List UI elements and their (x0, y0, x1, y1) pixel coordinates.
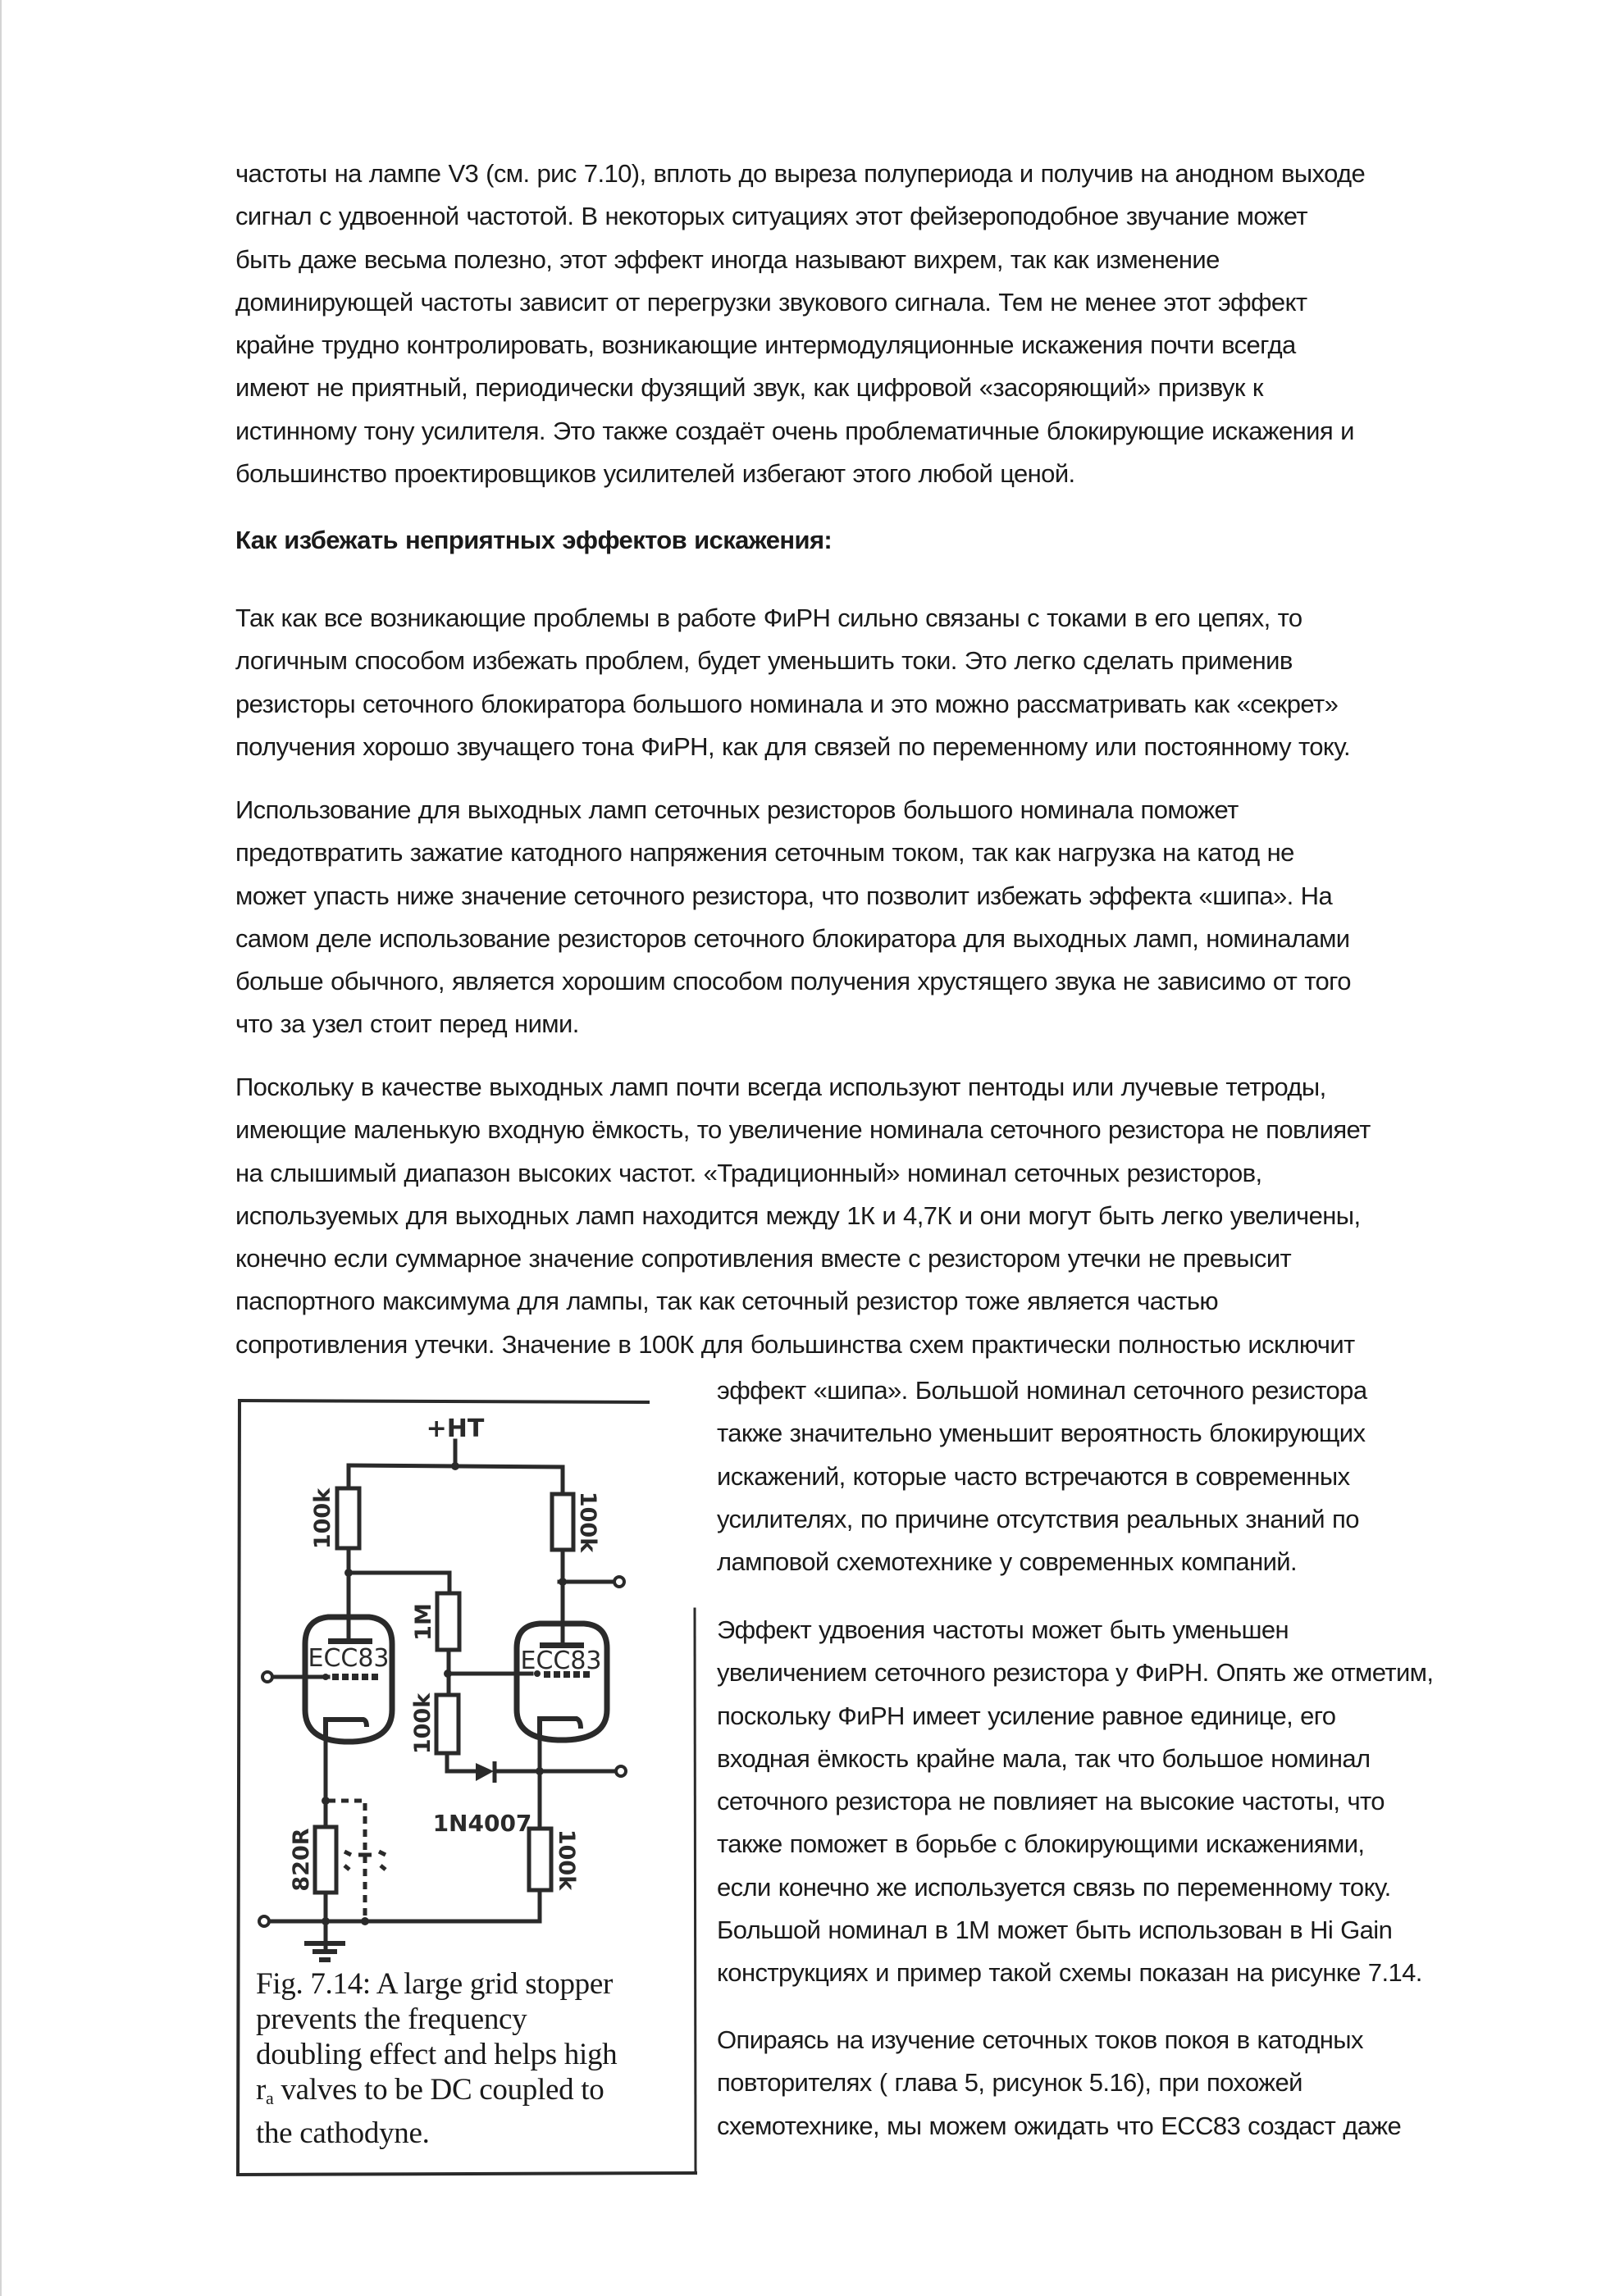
paragraph-currents (235, 597, 1564, 768)
paragraph-intro (235, 153, 1564, 495)
text-line: частоты на лампе V3 (см. рис 7.10), вплоть до выреза полупериода и получив на анодном выходе (235, 159, 1366, 188)
text-line: сеточного резистора не повлияет на высокие частоты, что (717, 1787, 1385, 1816)
terminal-input (262, 1672, 272, 1682)
text-line: искажений, которые часто встречаются в современных (717, 1461, 1350, 1491)
svg-text:1M: 1M (411, 1603, 436, 1641)
resistor-right-anode (552, 1494, 573, 1550)
text-line: может упасть ниже значение сеточного резистора, что позволит избежать эффекта «шипа». На (235, 881, 1333, 910)
text-line: получения хорошо звучащего тона ФиРН, как для связей по переменному или постоянному току. (235, 731, 1351, 761)
text-line: сопротивления утечки. Значение в 100К для большинства схем практически полностью исключит (235, 1329, 1355, 1359)
figure-caption (256, 1966, 682, 2151)
paragraph-grid-resistors (235, 789, 1564, 1046)
resistor-grid-leak (436, 1695, 458, 1753)
text-line: схемотехнике, мы можем ожидать что ECC83 создаст даже (717, 2111, 1402, 2140)
text-line: крайне трудно контролировать, возникающие интермодуляционные искажения почти всегда (235, 330, 1296, 360)
text-line: используемых для выходных ламп находится между 1К и 4,7К и они могут быть легко увеличены, (235, 1200, 1361, 1230)
terminal-anode-out (614, 1577, 624, 1587)
text-line: логичным способом избежать проблем, будет уменьшить токи. Это легко сделать применив (235, 646, 1293, 676)
paragraph-spike-effect (717, 1369, 1545, 1583)
text-line: имеющие маленькую входную ёмкость, то увеличение номинала сеточного резистора не повлияет (235, 1115, 1371, 1145)
text-line: эффект «шипа». Большой номинал сеточного резистора (717, 1376, 1367, 1405)
svg-text:100k: 100k (310, 1487, 335, 1550)
text-line: больше обычного, является хорошим способом получения хрустящего звука не зависимо от того (235, 967, 1351, 996)
text-line: резисторы сеточного блокиратора большого номинала и это можно рассматривать как «секрет» (235, 689, 1339, 718)
text-line: самом деле использование резисторов сеточного блокиратора для выходных ламп, номиналами (235, 923, 1350, 953)
caption-line: Fig. 7.14: A large grid stopper (256, 1967, 614, 2001)
text-line: сигнал с удвоенной частотой. В некоторых ситуациях этот фейзероподобное звучание может (235, 202, 1307, 231)
resistor-grid-stopper (437, 1593, 459, 1650)
caption-line: prevents the frequency (256, 2002, 527, 2036)
paragraph-output-valves (235, 1066, 1564, 1366)
text-line: Эффект удвоения частоты может быть уменьшен (717, 1615, 1289, 1644)
svg-text:820R: 820R (289, 1828, 314, 1892)
figure-7-14 (230, 1386, 705, 2189)
text-line: усилителях, по причине отсутствия реальных знаний по (717, 1504, 1359, 1533)
text-line: доминирующей частоты зависит от перегрузки звукового сигнала. Тем не менее этот эффект (235, 287, 1307, 317)
text-line: увеличением сеточного резистора у ФиРН. Опять же отметим, (717, 1658, 1434, 1688)
text-line: что за узел стоит перед ними. (235, 1009, 579, 1039)
text-line: Так как все возникающие проблемы в работе ФиРН сильно связаны с токами в его цепях, то (235, 604, 1302, 632)
label-ht: +HT (426, 1414, 485, 1443)
caption-line: the cathodyne. (256, 2116, 430, 2150)
svg-text:1N4007: 1N4007 (432, 1810, 532, 1837)
svg-text:100k: 100k (575, 1491, 600, 1553)
text-line: конечно если суммарное значение сопротивления вместе с резистором утечки не превысит (235, 1244, 1292, 1273)
text-line: поскольку ФиРН имеет усиление равное единице, его (717, 1701, 1336, 1730)
resistor-left-cathode (315, 1827, 336, 1893)
caption-line (256, 2072, 682, 2116)
text-line: большинство проектировщиков усилителей избегают этого любой ценой. (235, 459, 1075, 489)
page-edge (0, 0, 2, 2296)
text-line: повторителях ( глава 5, рисунок 5.16), при похожей (717, 2068, 1302, 2098)
text-line: Поскольку в качестве выходных ламп почти всегда используют пентоды или лучевые тетроды, (235, 1073, 1326, 1101)
text-line: быть даже весьма полезно, этот эффект иногда называют вихрем, так как изменение (235, 244, 1220, 274)
text-line: конструкциях и пример такой схемы показан на рисунке 7.14. (717, 1958, 1422, 1988)
heading-text: Как избежать неприятных эффектов искажения: (235, 526, 833, 554)
text-line: ламповой схемотехнике у современных компаний. (717, 1547, 1298, 1577)
caption-ra-subscript: a (266, 2088, 274, 2108)
caption-line: doubling effect and helps high (256, 2038, 618, 2071)
paragraph-frequency-doubling (717, 1609, 1545, 1995)
resistor-left-anode (337, 1488, 359, 1548)
text-line: предотвратить зажатие катодного напряжения сеточным током, так как нагрузка на катод не (235, 838, 1294, 868)
text-line: также поможет в борьбе с блокирующими искажениями, (717, 1829, 1365, 1859)
text-line: имеют не приятный, периодически фузящий звук, как цифровой «засоряющий» призвук к (235, 373, 1263, 403)
caption-ra-symbol: r (256, 2073, 267, 2107)
svg-text:100k: 100k (410, 1692, 436, 1755)
terminal-cathode-out (616, 1766, 626, 1776)
diode-1n4007 (476, 1761, 495, 1783)
svg-text:100k: 100k (554, 1829, 579, 1891)
text-line: Большой номинал в 1М может быть использован в Hi Gain (717, 1916, 1393, 1945)
svg-text:ECC83: ECC83 (308, 1644, 390, 1673)
text-line: если конечно же используется связь по переменному току. (717, 1872, 1391, 1902)
resistor-right-cathode (529, 1829, 551, 1890)
text-line: Использование для выходных ламп сеточных резисторов большого номинала поможет (235, 795, 1239, 824)
text-line: паспортного максимума для лампы, так как сеточный резистор тоже является частью (235, 1287, 1219, 1316)
caption-line-rest: valves to be DC coupled to (273, 2073, 604, 2107)
section-heading (235, 519, 1564, 562)
svg-text:ECC83: ECC83 (520, 1647, 602, 1675)
terminal-ground (259, 1916, 269, 1926)
text-line: на слышимый диапазон высоких частот. «Традиционный» номинал сеточных резисторов, (235, 1158, 1262, 1187)
text-line: входная ёмкость крайне мала, так что большое номинал (717, 1743, 1371, 1773)
text-line: истинному тону усилителя. Это также создаёт очень проблематичные блокирующие искажения и (235, 416, 1354, 445)
text-line: также значительно уменьшит вероятность блокирующих (717, 1419, 1366, 1448)
text-line: Опираясь на изучение сеточных токов покоя в катодных (717, 2025, 1363, 2054)
paragraph-grid-current (717, 2019, 1545, 2148)
